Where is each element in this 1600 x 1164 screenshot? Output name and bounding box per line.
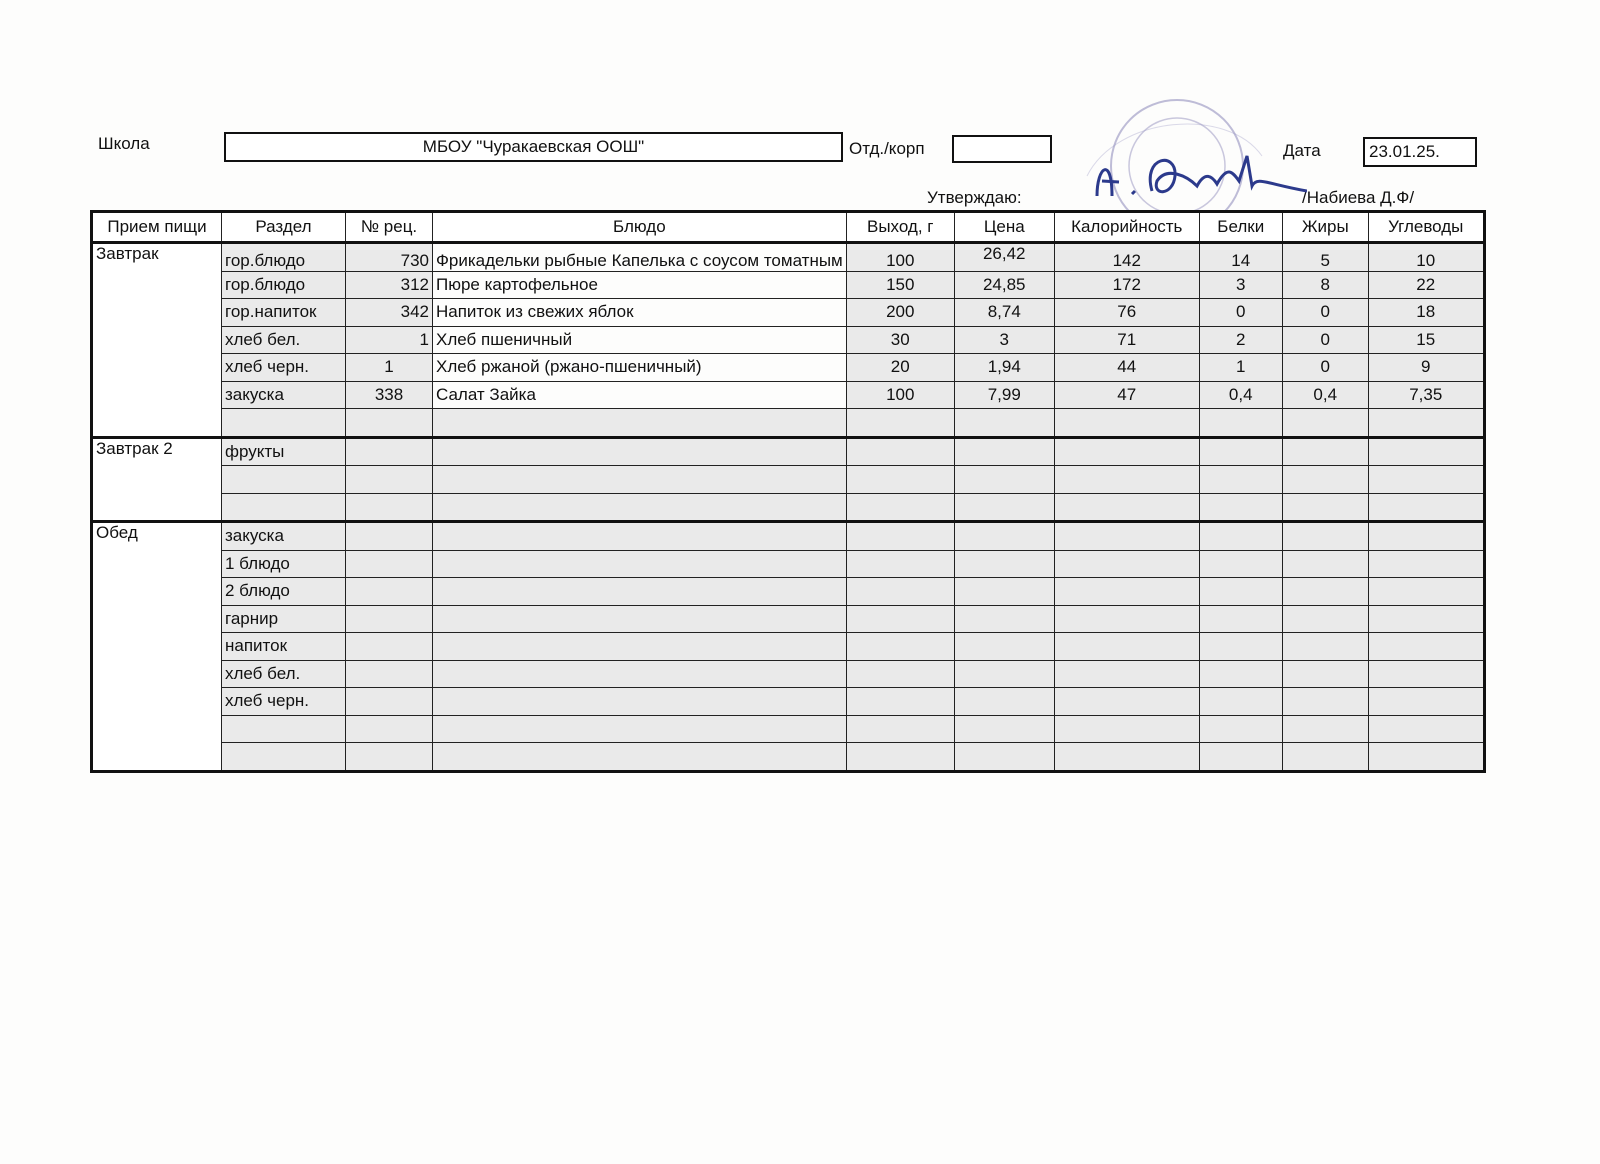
cell-price: 3	[954, 326, 1054, 354]
cell-section: напиток	[222, 633, 346, 661]
table-row	[92, 243, 1485, 272]
school-field[interactable]: МБОУ "Чуракаевская ООШ"	[224, 132, 843, 162]
col-protein: Белки	[1199, 212, 1282, 243]
cell-section: хлеб черн.	[222, 354, 346, 382]
cell-price: 7,99	[954, 381, 1054, 409]
date-label: Дата	[1283, 141, 1321, 160]
cell-kcal: 142	[1054, 243, 1199, 272]
table-row	[92, 271, 1485, 299]
table-row	[92, 437, 1485, 466]
cell-carbs: 18	[1368, 299, 1484, 327]
cell-dish: Фрикадельки рыбные Капелька с соусом томатным	[433, 243, 847, 272]
cell-section: хлеб бел.	[222, 326, 346, 354]
cell-fat: 0,4	[1282, 381, 1368, 409]
cell-protein: 2	[1199, 326, 1282, 354]
cell-protein: 3	[1199, 271, 1282, 299]
table-row	[92, 381, 1485, 409]
cell-section: хлеб черн.	[222, 688, 346, 716]
col-fat: Жиры	[1282, 212, 1368, 243]
table-row	[92, 299, 1485, 327]
col-carbs: Углеводы	[1368, 212, 1484, 243]
cell-section: закуска	[222, 381, 346, 409]
cell-section: гор.блюдо	[222, 243, 346, 272]
cell-carbs: 7,35	[1368, 381, 1484, 409]
cell-carbs: 22	[1368, 271, 1484, 299]
cell-yield: 20	[846, 354, 954, 382]
cell-yield: 100	[846, 381, 954, 409]
cell-dish: Пюре картофельное	[433, 271, 847, 299]
col-price: Цена	[954, 212, 1054, 243]
cell-price: 24,85	[954, 271, 1054, 299]
cell-recipe: 730	[346, 243, 433, 272]
approve-label: Утверждаю:	[927, 188, 1022, 207]
cell-fat: 0	[1282, 326, 1368, 354]
cell-recipe: 342	[346, 299, 433, 327]
table-row	[92, 660, 1485, 688]
cell-section: закуска	[222, 522, 346, 551]
cell-kcal: 172	[1054, 271, 1199, 299]
cell-price: 26,42	[954, 243, 1054, 272]
date-field[interactable]: 23.01.25.	[1363, 137, 1477, 167]
stamp-and-signature	[1057, 96, 1307, 226]
cell-dish: Напиток из свежих яблок	[433, 299, 847, 327]
cell-fat: 8	[1282, 271, 1368, 299]
cell-price: 1,94	[954, 354, 1054, 382]
menu-table	[90, 210, 1486, 773]
table-row	[92, 466, 1485, 494]
cell-dish: Хлеб пшеничный	[433, 326, 847, 354]
table-row	[92, 522, 1485, 551]
cell-kcal: 44	[1054, 354, 1199, 382]
col-yield: Выход, г	[846, 212, 954, 243]
cell-protein: 0	[1199, 299, 1282, 327]
cell-section: фрукты	[222, 437, 346, 466]
table-row	[92, 578, 1485, 606]
school-label: Школа	[98, 134, 150, 153]
cell-carbs: 9	[1368, 354, 1484, 382]
cell-recipe: 338	[346, 381, 433, 409]
dept-label: Отд./корп	[849, 139, 925, 158]
cell-dish: Хлеб ржаной (ржано-пшеничный)	[433, 354, 847, 382]
col-kcal: Калорийность	[1054, 212, 1199, 243]
table-row	[92, 354, 1485, 382]
cell-section: 2 блюдо	[222, 578, 346, 606]
cell-section: хлеб бел.	[222, 660, 346, 688]
table-row	[92, 326, 1485, 354]
cell-section: гарнир	[222, 605, 346, 633]
cell-carbs: 10	[1368, 243, 1484, 272]
cell-fat: 0	[1282, 354, 1368, 382]
table-row	[92, 688, 1485, 716]
table-row	[92, 493, 1485, 522]
cell-fat: 5	[1282, 243, 1368, 272]
table-row	[92, 409, 1485, 438]
cell-recipe: 1	[346, 326, 433, 354]
table-row	[92, 633, 1485, 661]
meal-breakfast-2: Завтрак 2	[92, 437, 222, 522]
cell-kcal: 71	[1054, 326, 1199, 354]
cell-yield: 30	[846, 326, 954, 354]
cell-fat: 0	[1282, 299, 1368, 327]
cell-kcal: 76	[1054, 299, 1199, 327]
cell-yield: 200	[846, 299, 954, 327]
header-row	[92, 212, 1485, 243]
cell-protein: 14	[1199, 243, 1282, 272]
col-meal: Прием пищи	[92, 212, 222, 243]
cell-section: гор.напиток	[222, 299, 346, 327]
approver-name: /Набиева Д.Ф/	[1302, 188, 1415, 207]
meal-lunch: Обед	[92, 522, 222, 772]
table-row	[92, 743, 1485, 772]
table-row	[92, 550, 1485, 578]
cell-dish: Салат Зайка	[433, 381, 847, 409]
cell-protein: 1	[1199, 354, 1282, 382]
table-row	[92, 715, 1485, 743]
cell-kcal: 47	[1054, 381, 1199, 409]
cell-section: 1 блюдо	[222, 550, 346, 578]
col-dish: Блюдо	[433, 212, 847, 243]
col-section: Раздел	[222, 212, 346, 243]
dept-field[interactable]	[952, 135, 1052, 163]
cell-yield: 100	[846, 243, 954, 272]
cell-price: 8,74	[954, 299, 1054, 327]
cell-recipe: 312	[346, 271, 433, 299]
cell-yield: 150	[846, 271, 954, 299]
col-recipe: № рец.	[346, 212, 433, 243]
cell-section: гор.блюдо	[222, 271, 346, 299]
cell-carbs: 15	[1368, 326, 1484, 354]
table-row	[92, 605, 1485, 633]
cell-protein: 0,4	[1199, 381, 1282, 409]
meal-breakfast: Завтрак	[92, 243, 222, 438]
cell-recipe: 1	[346, 354, 433, 382]
